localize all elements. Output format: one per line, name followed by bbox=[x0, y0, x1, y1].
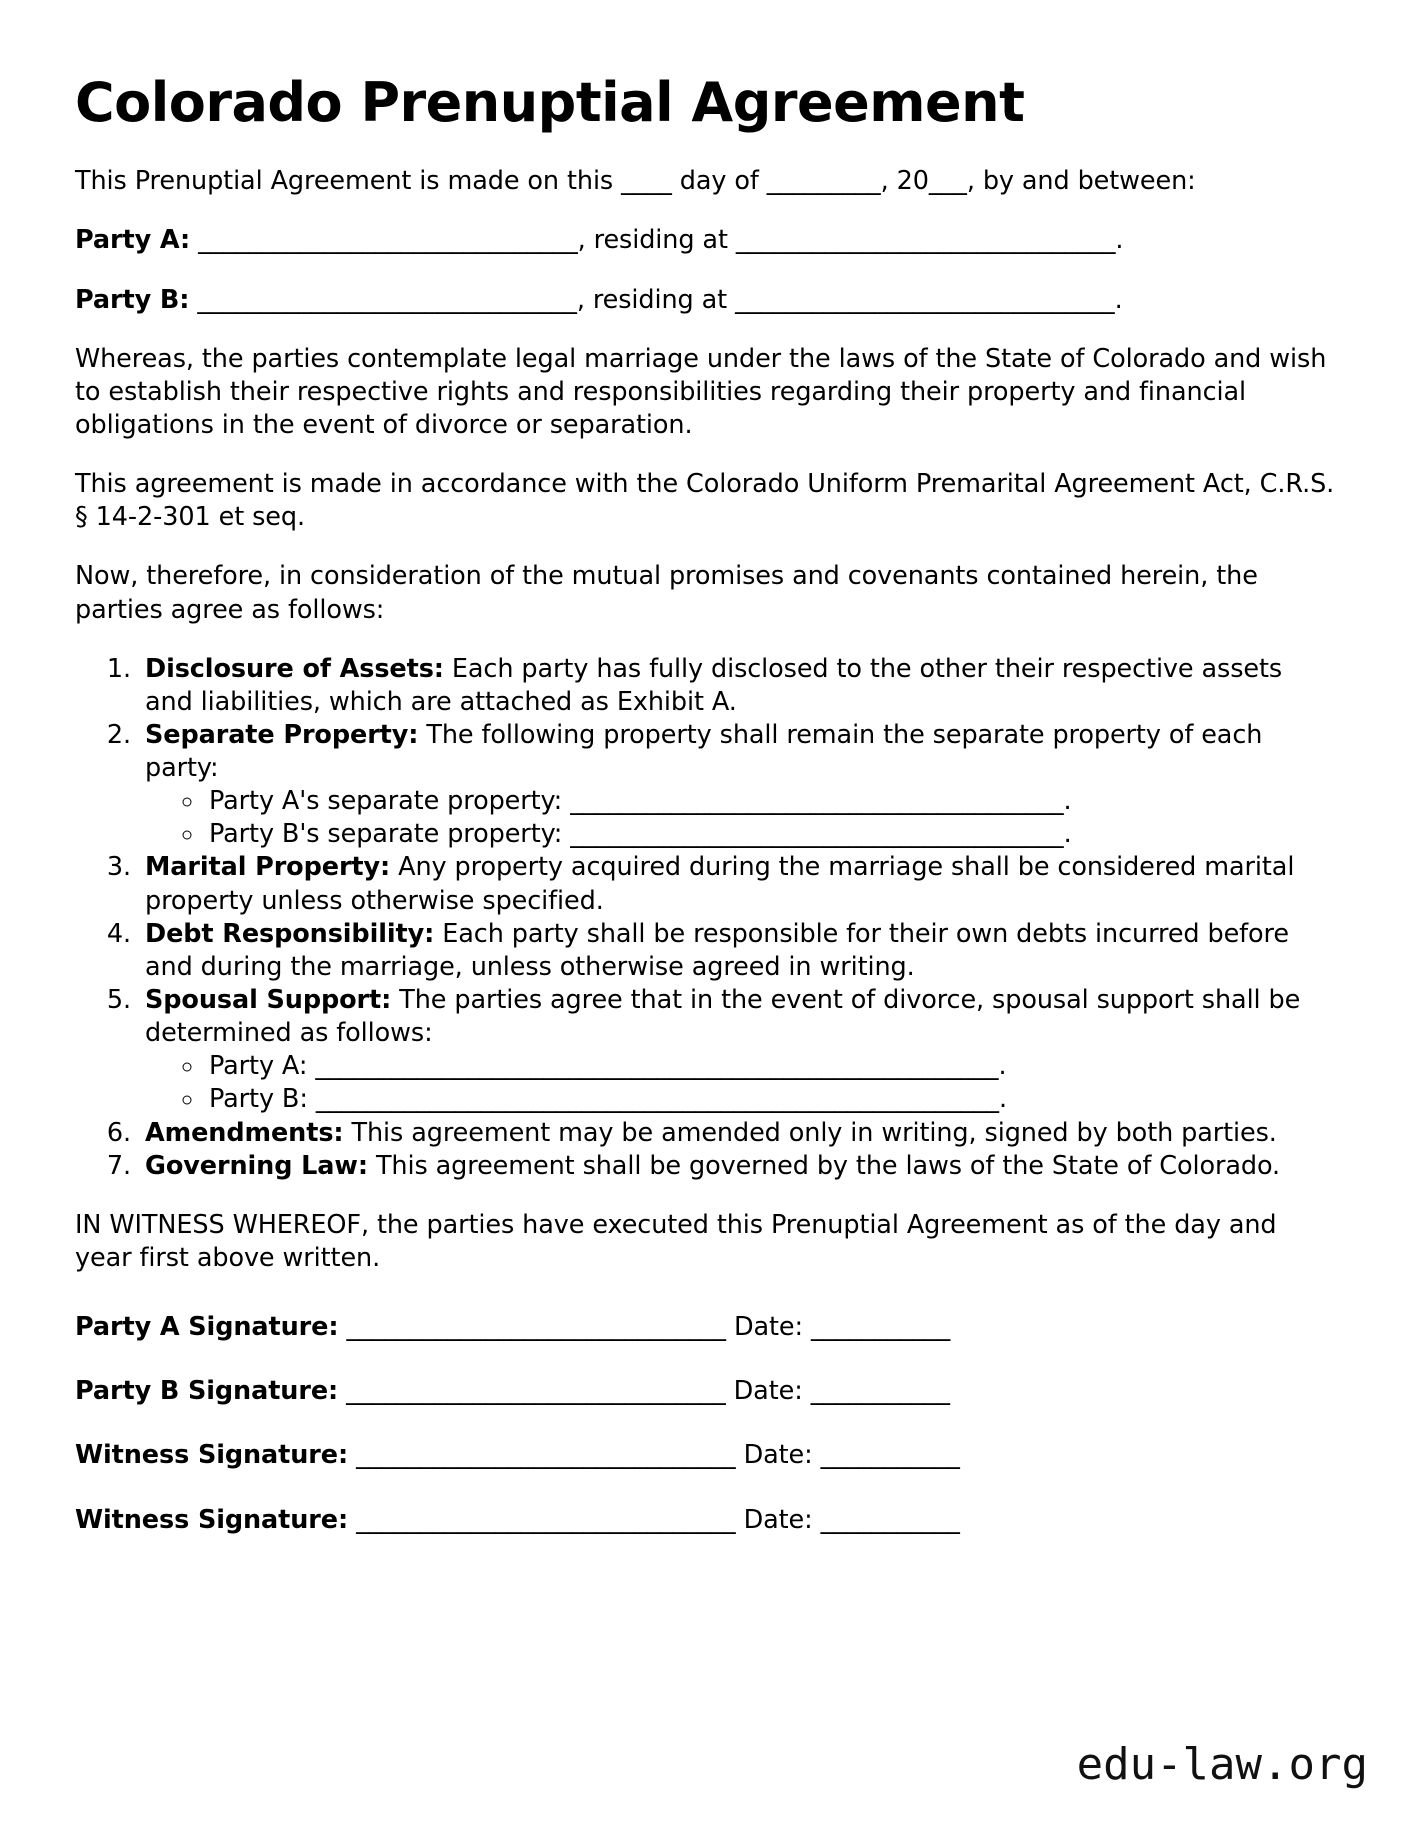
subitem-end: . bbox=[1063, 786, 1072, 817]
statute-paragraph: This agreement is made in accordance with the Colorado Uniform Premarital Agreement Act, C.R.S. § 14-2-301 et seq. bbox=[75, 469, 1335, 533]
subitem-end: . bbox=[1063, 819, 1072, 850]
subitem-blank: ______________________________________________________ bbox=[315, 1084, 999, 1115]
witness-one-signature-blank: ______________________________ bbox=[348, 1440, 736, 1471]
intro-paragraph bbox=[75, 165, 1335, 198]
clause-subitem bbox=[205, 1050, 1335, 1083]
party-a-line bbox=[75, 224, 1335, 257]
party-b-date-blank: ___________ bbox=[810, 1376, 950, 1407]
clause-item bbox=[139, 918, 1335, 984]
clause-text: Each party shall be responsible for their own debts incurred before and during the marriage, unless otherwise agreed in writing. bbox=[145, 918, 1289, 982]
witness-two-date-label: Date: bbox=[735, 1504, 821, 1535]
party-b-signature-blank: ______________________________ bbox=[338, 1376, 726, 1407]
subitem-end: . bbox=[998, 1051, 1007, 1082]
document-body bbox=[75, 71, 1335, 1568]
clause-item bbox=[139, 851, 1335, 917]
clause-text: Any property acquired during the marriage shall be considered marital property unless otherwise specified. bbox=[145, 852, 1295, 916]
clause-item bbox=[139, 984, 1335, 1117]
party-b-end: . bbox=[1114, 284, 1123, 315]
witness-two-date-blank: ___________ bbox=[820, 1504, 960, 1535]
party-a-signature-blank: ______________________________ bbox=[338, 1312, 726, 1343]
witness-two-signature-label: Witness Signature: bbox=[75, 1504, 349, 1535]
party-b-address-blank: ______________________________ bbox=[735, 284, 1115, 315]
party-b-label: Party B: bbox=[75, 284, 190, 315]
month-blank: _________ bbox=[766, 166, 881, 197]
party-a-label: Party A: bbox=[75, 225, 191, 256]
witness-one-signature-line bbox=[75, 1439, 1335, 1472]
party-a-address-blank: ______________________________ bbox=[735, 225, 1116, 256]
witness-paragraph: IN WITNESS WHEREOF, the parties have executed this Prenuptial Agreement as of the day and year first above written. bbox=[75, 1209, 1277, 1274]
party-b-signature-label: Party B Signature: bbox=[75, 1376, 339, 1407]
party-b-residing-text: , residing at bbox=[576, 284, 736, 315]
witness-two-signature-blank: ______________________________ bbox=[348, 1504, 736, 1535]
subitem-label: Party A's separate property: bbox=[209, 786, 571, 817]
year-blank: ___ bbox=[928, 166, 967, 197]
clause-heading: Disclosure of Assets: bbox=[145, 653, 444, 684]
clause-text: Each party has fully disclosed to the other their respective assets and liabilities, which are attached as Exhibit A. bbox=[145, 653, 1283, 717]
party-a-date-label: Date: bbox=[725, 1312, 812, 1343]
intro-suffix: , by and between: bbox=[966, 166, 1196, 197]
party-b-signature-line bbox=[75, 1375, 1335, 1408]
party-a-name-blank: ______________________________ bbox=[190, 225, 578, 256]
clause-heading: Marital Property: bbox=[145, 852, 391, 883]
clause-subitem bbox=[205, 785, 1335, 818]
party-a-signature-label: Party A Signature: bbox=[75, 1312, 339, 1343]
party-b-date-label: Date: bbox=[725, 1376, 811, 1407]
subitem-blank: _______________________________________ bbox=[570, 786, 1064, 817]
clause-list bbox=[75, 653, 1335, 1183]
clause-text: The following property shall remain the separate property of each party: bbox=[145, 719, 1263, 784]
clause-heading: Debt Responsibility: bbox=[145, 918, 435, 949]
intro-mid-1: day of bbox=[671, 166, 767, 197]
clause-subitem-list bbox=[145, 1050, 1335, 1116]
consideration-paragraph: Now, therefore, in consideration of the mutual promises and covenants contained herein, the parties agree as follows: bbox=[75, 561, 1258, 625]
subitem-label: Party B: bbox=[209, 1084, 316, 1115]
subitem-label: Party A: bbox=[209, 1051, 316, 1082]
witness-one-date-blank: ___________ bbox=[820, 1440, 960, 1471]
intro-mid-2: , 20 bbox=[880, 166, 929, 197]
clause-item bbox=[139, 719, 1335, 852]
subitem-blank: _______________________________________ bbox=[570, 819, 1064, 850]
clause-text: This agreement shall be governed by the laws of the State of Colorado. bbox=[367, 1150, 1281, 1181]
recital-paragraph: Whereas, the parties contemplate legal marriage under the laws of the State of Colorado and wish to establish their respective rights and responsibilities regarding their property and financial obligations in the event of divorce or separation. bbox=[75, 343, 1327, 440]
subitem-end: . bbox=[998, 1084, 1007, 1115]
party-a-residing-text: , residing at bbox=[577, 225, 736, 256]
party-a-end: . bbox=[1115, 225, 1124, 256]
clause-subitem bbox=[205, 818, 1335, 851]
clause-heading: Separate Property: bbox=[145, 719, 419, 750]
clause-subitem bbox=[205, 1083, 1335, 1116]
party-b-name-blank: ______________________________ bbox=[189, 284, 577, 315]
clause-heading: Spousal Support: bbox=[145, 985, 392, 1016]
party-a-date-blank: ___________ bbox=[811, 1312, 951, 1343]
witness-one-signature-label: Witness Signature: bbox=[75, 1440, 349, 1471]
clause-heading: Governing Law: bbox=[145, 1150, 368, 1181]
clause-text: This agreement may be amended only in writing, signed by both parties. bbox=[343, 1117, 1277, 1148]
clause-item bbox=[139, 653, 1335, 719]
witness-one-date-label: Date: bbox=[735, 1440, 821, 1471]
subitem-label: Party B's separate property: bbox=[209, 819, 571, 850]
intro-prefix: This Prenuptial Agreement is made on this bbox=[75, 166, 622, 197]
page-title: Colorado Prenuptial Agreement bbox=[75, 71, 1025, 134]
witness-two-signature-line bbox=[75, 1504, 1335, 1537]
clause-heading: Amendments: bbox=[145, 1117, 344, 1148]
clause-item bbox=[139, 1150, 1335, 1183]
clause-subitem-list bbox=[145, 785, 1335, 851]
clause-item bbox=[139, 1117, 1335, 1150]
clause-text: The parties agree that in the event of divorce, spousal support shall be determined as follows: bbox=[145, 985, 1301, 1049]
party-b-line bbox=[75, 284, 1335, 317]
subitem-blank: ______________________________________________________ bbox=[315, 1051, 999, 1082]
party-a-signature-line bbox=[75, 1311, 1335, 1344]
day-blank: ____ bbox=[621, 166, 672, 197]
signature-block bbox=[75, 1311, 1335, 1537]
site-watermark: edu-law.org bbox=[1076, 1739, 1368, 1790]
